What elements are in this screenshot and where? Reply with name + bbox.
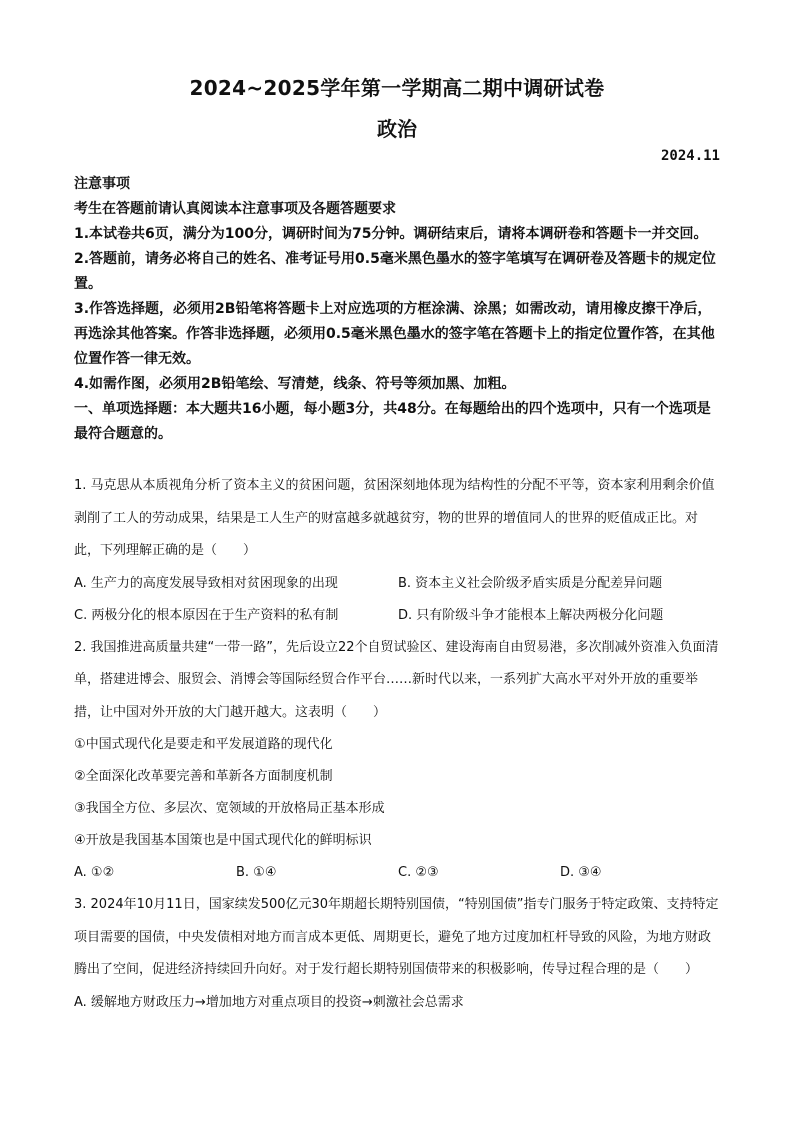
question-2-option-d: D. ③④ bbox=[560, 865, 602, 880]
question-1-option-b: B. 资本主义社会阶级矛盾实质是分配差异问题 bbox=[398, 575, 663, 591]
question-2-statement-2: ②全面深化改革要完善和革新各方面制度机制 bbox=[74, 769, 333, 784]
question-1-option-d: D. 只有阶级斗争才能根本上解决两极分化问题 bbox=[398, 607, 664, 623]
question-1-options-row-1 bbox=[74, 568, 722, 600]
notes-line-3: 3.作答选择题，必须用2B铅笔将答题卡上对应选项的方框涂满、涂黑；如需改动，请用橡皮擦干净后，再选涂其他答案。作答非选择题，必须用0.5毫米黑色墨水的签字笔在答题卡上的指定位置作答，在其他位置作答一律无效。 bbox=[74, 301, 715, 367]
question-2-statement-4: ④开放是我国基本国策也是中国式现代化的鲜明标识 bbox=[74, 833, 372, 848]
question-2-option-c: C. ②③ bbox=[398, 865, 439, 880]
question-1-options-row-2 bbox=[74, 600, 722, 632]
notes-intro: 考生在答题前请认真阅读本注意事项及各题答题要求 bbox=[74, 201, 396, 217]
questions-section bbox=[74, 470, 722, 1019]
exam-date: 2024.11 bbox=[660, 148, 720, 164]
notes-line-1: 1.本试卷共6页，满分为100分，调研时间为75分钟。调研结束后，请将本调研卷和答题卡一并交回。 bbox=[74, 226, 708, 242]
question-2-options-row bbox=[74, 857, 722, 889]
section-heading: 一、单项选择题：本大题共16小题，每小题3分，共48分。在每题给出的四个选项中，只有一个选项是最符合题意的。 bbox=[74, 401, 711, 442]
exam-subject: 政治 bbox=[377, 117, 417, 141]
question-2-option-b: B. ①④ bbox=[236, 865, 277, 880]
notes-line-4: 4.如需作图，必须用2B铅笔绘、写清楚，线条、符号等须加黑、加粗。 bbox=[74, 376, 516, 392]
question-2-statement-3: ③我国全方位、多层次、宽领域的开放格局正基本形成 bbox=[74, 801, 385, 816]
question-1-option-a: A. 生产力的高度发展导致相对贫困现象的出现 bbox=[74, 575, 338, 591]
notes-line-2: 2.答题前，请务必将自己的姓名、准考证号用0.5毫米黑色墨水的签字笔填写在调研卷及答题卡的规定位置。 bbox=[74, 251, 716, 292]
question-2-option-a: A. ①② bbox=[74, 865, 115, 880]
question-1-option-c: C. 两极分化的根本原因在于生产资料的私有制 bbox=[74, 607, 339, 623]
question-1-stem: 1. 马克思从本质视角分析了资本主义的贫困问题，贫困深刻地体现为结构性的分配不平等，资本家利用剩余价值剥削了工人的劳动成果，结果是工人生产的财富越多就越贫穷，物的世界的增值同人的世界的贬值成正比。对此，下列理解正确的是（ ） bbox=[74, 478, 715, 558]
question-3-stem: 3. 2024年10月11日，国家续发500亿元30年期超长期特别国债，“特别国债”指专门服务于特定政策、支持特定项目需要的国债，中央发债相对地方而言成本更低、周期更长，避免了地方过度加杠杆导致的风险，为地方财政腾出了空间，促进经济持续回升向好。对于发行超长期特别国债带来的积极影响，传导过程合理的是（ ） bbox=[74, 897, 719, 977]
exam-title: 2024~2025学年第一学期高二期中调研试卷 bbox=[189, 76, 605, 100]
question-3-option-a: A. 缓解地方财政压力→增加地方对重点项目的投资→刺激社会总需求 bbox=[74, 994, 464, 1010]
notes-heading: 注意事项 bbox=[74, 176, 130, 192]
question-2-statement-1: ①中国式现代化是要走和平发展道路的现代化 bbox=[74, 737, 333, 752]
notes-section bbox=[74, 172, 722, 447]
question-2-stem: 2. 我国推进高质量共建“一带一路”，先后设立22个自贸试验区、建设海南自由贸易港，多次削减外资准入负面清单，搭建进博会、服贸会、消博会等国际经贸合作平台……新时代以来，一系列扩大高水平对外开放的重要举措，让中国对外开放的大门越开越大。这表明（ ） bbox=[74, 639, 719, 720]
